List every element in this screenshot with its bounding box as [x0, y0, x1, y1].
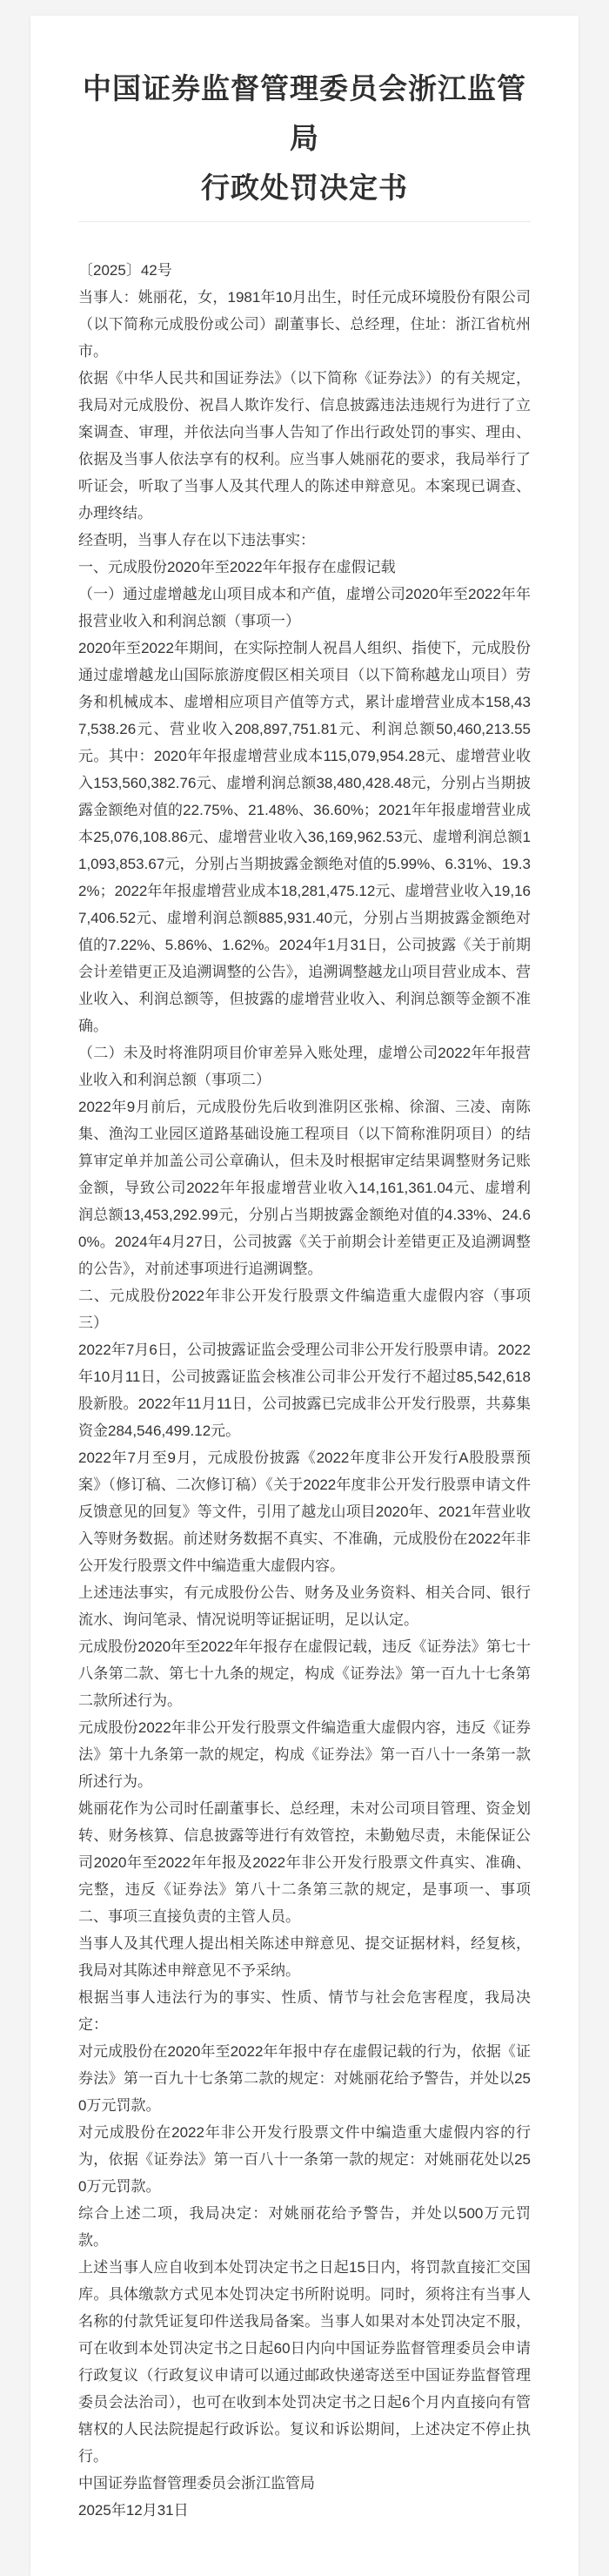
- document-card: [30, 16, 579, 2576]
- document-title: [78, 64, 531, 212]
- paragraph: 2022年7月6日，公司披露证监会受理公司非公开发行股票申请。2022年10月11日，公司披露证监会核准公司非公开发行不超过85,542,618股新股。2022年11月11日，公司披露已完成非公开发行股票，共募集资金284,546,499.12元。: [78, 1342, 531, 1439]
- title-divider: [78, 221, 531, 222]
- paragraph: 一、元成股份2020年至2022年年报存在虚假记载: [78, 559, 396, 575]
- title-line-2: 行政处罚决定书: [201, 172, 408, 204]
- doc-number: 〔2025〕42号: [78, 262, 172, 279]
- paragraph: 2022年7月至9月，元成股份披露《2022年度非公开发行A股股票预案》（修订稿、二次修订稿）《关于2022年度非公开发行股票申请文件反馈意见的回复》等文件，引用了越龙山项目2020年、2021年营业收入等财务数据。前述财务数据不真实、不准确，元成股份在2022年非公开发行股票文件中编造重大虚假内容。: [78, 1449, 531, 1574]
- paragraph: 上述当事人应自收到本处罚决定书之日起15日内，将罚款直接汇交国库。具体缴款方式见本处罚决定书所附说明。同时，须将注有当事人名称的付款凭证复印件送我局备案。当事人如果对本处罚决定不服，可在收到本处罚决定书之日起60日内向中国证券监督管理委员会申请行政复议（行政复议申请可以通过邮政快递寄送至中国证券监督管理委员会法治司），也可在收到本处罚决定书之日起6个月内直接向有管辖权的人民法院提起行政诉讼。复议和诉讼期间，上述决定不停止执行。: [78, 2259, 531, 2465]
- paragraph: 依据《中华人民共和国证券法》（以下简称《证券法》）的有关规定，我局对元成股份、祝昌人欺诈发行、信息披露违法违规行为进行了立案调查、审理，并依法向当事人告知了作出行政处罚的事实、理由、依据及当事人依法享有的权利。应当事人姚丽花的要求，我局举行了听证会，听取了当事人及其代理人的陈述申辩意见。本案现已调查、办理终结。: [78, 370, 531, 521]
- title-line-1: 中国证券监督管理委员会浙江监管局: [83, 72, 526, 154]
- paragraph: （一）通过虚增越龙山项目成本和产值，虚增公司2020年至2022年年报营业收入和利润总额（事项一）: [78, 586, 531, 629]
- paragraph: 二、元成股份2022年非公开发行股票文件编造重大虚假内容（事项三）: [78, 1288, 531, 1331]
- paragraph: 根据当事人违法行为的事实、性质、情节与社会危害程度，我局决定：: [78, 1989, 531, 2033]
- paragraph: 当事人：姚丽花，女，1981年10月出生，时任元成环境股份有限公司（以下简称元成股份或公司）副董事长、总经理，住址：浙江省杭州市。: [78, 289, 531, 360]
- issue-date: 2025年12月31日: [78, 2502, 189, 2519]
- paragraph-list: [78, 284, 531, 2470]
- document-body: [78, 257, 531, 2524]
- paragraph: 对元成股份在2022年非公开发行股票文件中编造重大虚假内容的行为，依据《证券法》第一百八十一条第一款的规定：对姚丽花处以250万元罚款。: [78, 2124, 531, 2195]
- paragraph: 姚丽花作为公司时任副董事长、总经理，未对公司项目管理、资金划转、财务核算、信息披露等进行有效管控，未勤勉尽责，未能保证公司2020年至2022年年报及2022年非公开发行股票文件真实、准确、完整，违反《证券法》第八十二条第三款的规定，是事项一、事项二、事项三直接负责的主管人员。: [78, 1800, 531, 1925]
- paragraph: 当事人及其代理人提出相关陈述申辩意见、提交证据材料，经复核，我局对其陈述申辩意见不予采纳。: [78, 1935, 531, 1979]
- paragraph: 上述违法事实，有元成股份公告、财务及业务资料、相关合同、银行流水、询问笔录、情况说明等证据证明，足以认定。: [78, 1584, 531, 1628]
- paragraph: 元成股份2022年非公开发行股票文件编造重大虚假内容，违反《证券法》第十九条第一款的规定，构成《证券法》第一百八十一条第一款所述行为。: [78, 1719, 531, 1790]
- paragraph: 元成股份2020年至2022年年报存在虚假记载，违反《证券法》第七十八条第二款、第七十九条的规定，构成《证券法》第一百九十七条第二款所述行为。: [78, 1638, 531, 1709]
- paragraph: 综合上述二项，我局决定：对姚丽花给予警告，并处以500万元罚款。: [78, 2205, 531, 2249]
- paragraph: 经查明，当事人存在以下违法事实：: [78, 532, 315, 548]
- issuer-signature: 中国证券监督管理委员会浙江监管局: [78, 2475, 315, 2492]
- paragraph: （二）未及时将淮阴项目价审差异入账处理，虚增公司2022年年报营业收入和利润总额（事项二）: [78, 1045, 531, 1088]
- paragraph: 2020年至2022年期间，在实际控制人祝昌人组织、指使下，元成股份通过虚增越龙山国际旅游度假区相关项目（以下简称越龙山项目）劳务和机械成本、虚增相应项目产值等方式，累计虚增营业成本158,437,538.26元、营业收入208,897,751.81元、利润总额50,460,213.55元。其中：2020年年报虚增营业成本115,079,954.28元、虚增营业收入153,560,382.76元、虚增利润总额38,480,428.48元，分别占当期披露金额绝对值的22.75%、21.48%、36.60%；2021年年报虚增营业成本25,076,108.86元、虚增营业收入36,169,962.53元、虚增利润总额11,093,853.67元，分别占当期披露金额绝对值的5.99%、6.31%、19.32%；2022年年报虚增营业成本18,281,475.12元、虚增营业收入19,167,406.52元、虚增利润总额885,931.40元，分别占当期披露金额绝对值的7.22%、5.86%、1.62%。2024年1月31日，公司披露《关于前期会计差错更正及追溯调整的公告》，追溯调整越龙山项目营业成本、营业收入、利润总额等，但披露的虚增营业收入、利润总额等金额不准确。: [78, 640, 531, 1034]
- paragraph: 2022年9月前后，元成股份先后收到淮阴区张棉、徐溜、三凌、南陈集、渔沟工业园区道路基础设施工程项目（以下简称淮阴项目）的结算审定单并加盖公司公章确认，但未及时根据审定结果调整财务记账金额，导致公司2022年年报虚增营业收入14,161,361.04元、虚增利润总额13,453,292.99元，分别占当期披露金额绝对值的4.33%、24.60%。2024年4月27日，公司披露《关于前期会计差错更正及追溯调整的公告》，对前述事项进行追溯调整。: [78, 1099, 531, 1277]
- paragraph: 对元成股份在2020年至2022年年报中存在虚假记载的行为，依据《证券法》第一百九十七条第二款的规定：对姚丽花给予警告，并处以250万元罚款。: [78, 2043, 531, 2114]
